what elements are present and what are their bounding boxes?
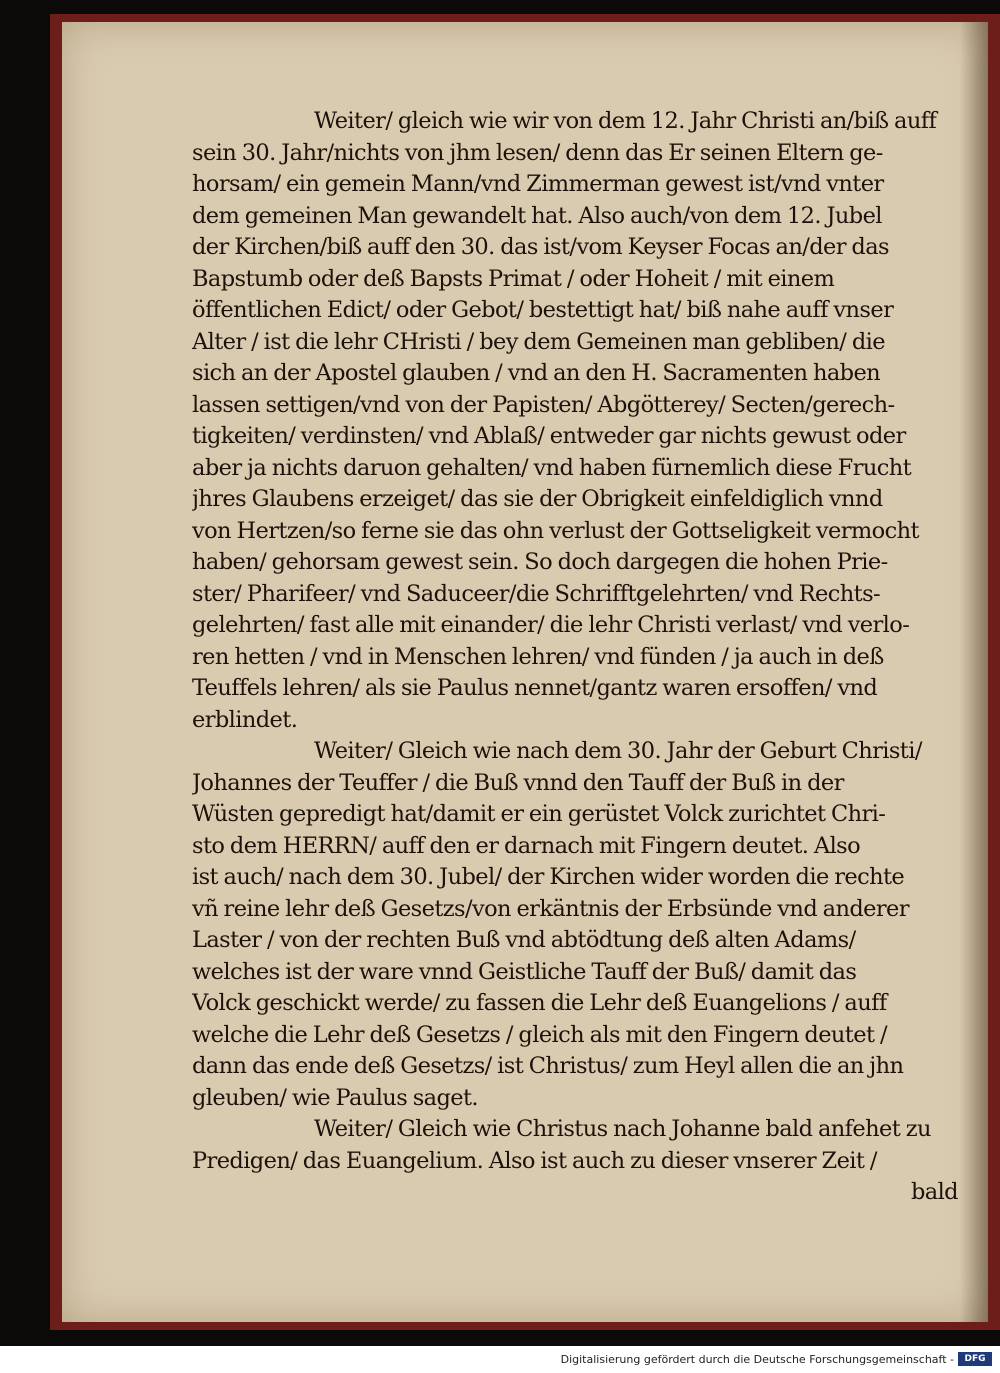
text-line: jhres Glaubens erzeiget/ das sie der Obrigkeit einfeldiglich vnnd (192, 486, 883, 512)
text-line: Volck geschickt werde/ zu fassen die Lehr deß Euangelions / auff (192, 990, 887, 1016)
text-line: dann das ende deß Gesetzs/ ist Christus/ zum Heyl allen die an jhn (192, 1053, 904, 1079)
text-line: Predigen/ das Euangelium. Also ist auch zu dieser vnserer Zeit / (192, 1147, 877, 1174)
text-line: Teuffels lehren/ als sie Paulus nennet/gantz waren ersoffen/ vnd (192, 675, 878, 701)
text-line: lassen settigen/vnd von der Papisten/ Abgötterey/ Secten/gerech- (192, 391, 895, 418)
text-line: sein 30. Jahr/nichts von jhm lesen/ denn das Er seinen Eltern ge- (192, 139, 883, 166)
text-line: Alter / ist die lehr CHristi / bey dem Gemeinen man gebliben/ die (192, 328, 885, 355)
text-line: ster/ Pharifeer/ vnd Saduceer/die Schrifftgelehrten/ vnd Rechts- (192, 580, 881, 607)
catchword: bald (910, 1179, 958, 1205)
text-line: Bapstumb oder deß Bapsts Primat / oder Hoheit / mit einem (192, 265, 835, 292)
text-line: Laster / von der rechten Buß vnd abtödtung deß alten Adams/ (192, 927, 856, 953)
text-line: öffentlichen Edict/ oder Gebot/ bestettigt hat/ biß nahe auff vnser (192, 297, 894, 323)
text-block (192, 106, 982, 1209)
text-line: horsam/ ein gemein Mann/vnd Zimmerman gewest ist/vnd vnter (192, 171, 884, 197)
dfg-logo: DFG (958, 1352, 992, 1366)
text-line: Weiter/ Gleich wie Christus nach Johanne bald anfehet zu (314, 1116, 931, 1142)
text-line: sto dem HERRN/ auff den er darnach mit Fingern deutet. Also (192, 832, 861, 859)
text-line: haben/ gehorsam gewest sein. So doch dargegen die hohen Prie- (192, 549, 888, 575)
text-line: Johannes der Teuffer / die Buß vnnd den Tauff der Buß in der (192, 769, 844, 796)
text-line: welches ist der ware vnnd Geistliche Tauff der Buß/ damit das (192, 958, 857, 985)
text-line: Weiter/ gleich wie wir von dem 12. Jahr Christi an/biß auff (314, 108, 937, 134)
text-line: ren hetten / vnd in Menschen lehren/ vnd fünden / ja auch in deß (192, 643, 884, 670)
text-line: dem gemeinen Man gewandelt hat. Also auch/von dem 12. Jubel (192, 202, 882, 229)
text-line: von Hertzen/so ferne sie das ohn verlust der Gottseligkeit vermocht (192, 517, 919, 544)
text-line: welche die Lehr deß Gesetzs / gleich als mit den Fingern deutet / (192, 1021, 887, 1048)
footer-bar (0, 1346, 1000, 1373)
text-line: erblindet. (192, 706, 298, 733)
text-line: Weiter/ Gleich wie nach dem 30. Jahr der Geburt Christi/ (314, 738, 922, 764)
footer-credit: Digitalisierung gefördert durch die Deutsche Forschungsgemeinschaft - (560, 1353, 954, 1366)
text-line: tigkeiten/ verdinsten/ vnd Ablaß/ entweder gar nichts gewust oder (192, 423, 906, 449)
text-line: der Kirchen/biß auff den 30. das ist/vom Keyser Focas an/der das (192, 234, 890, 260)
text-line: vñ reine lehr deß Gesetzs/von erkäntnis der Erbsünde vnd anderer (192, 895, 909, 922)
text-line: gelehrten/ fast alle mit einander/ die lehr Christi verlast/ vnd verlo- (192, 612, 910, 638)
text-line: sich an der Apostel glauben / vnd an den H. Sacramenten haben (192, 360, 881, 386)
text-line: aber ja nichts daruon gehalten/ vnd haben fürnemlich diese Frucht (192, 454, 912, 481)
text-line: gleuben/ wie Paulus saget. (192, 1084, 478, 1111)
text-line: Wüsten gepredigt hat/damit er ein gerüstet Volck zurichtet Chri- (192, 801, 886, 827)
text-line: ist auch/ nach dem 30. Jubel/ der Kirchen wider worden die rechte (192, 864, 905, 890)
